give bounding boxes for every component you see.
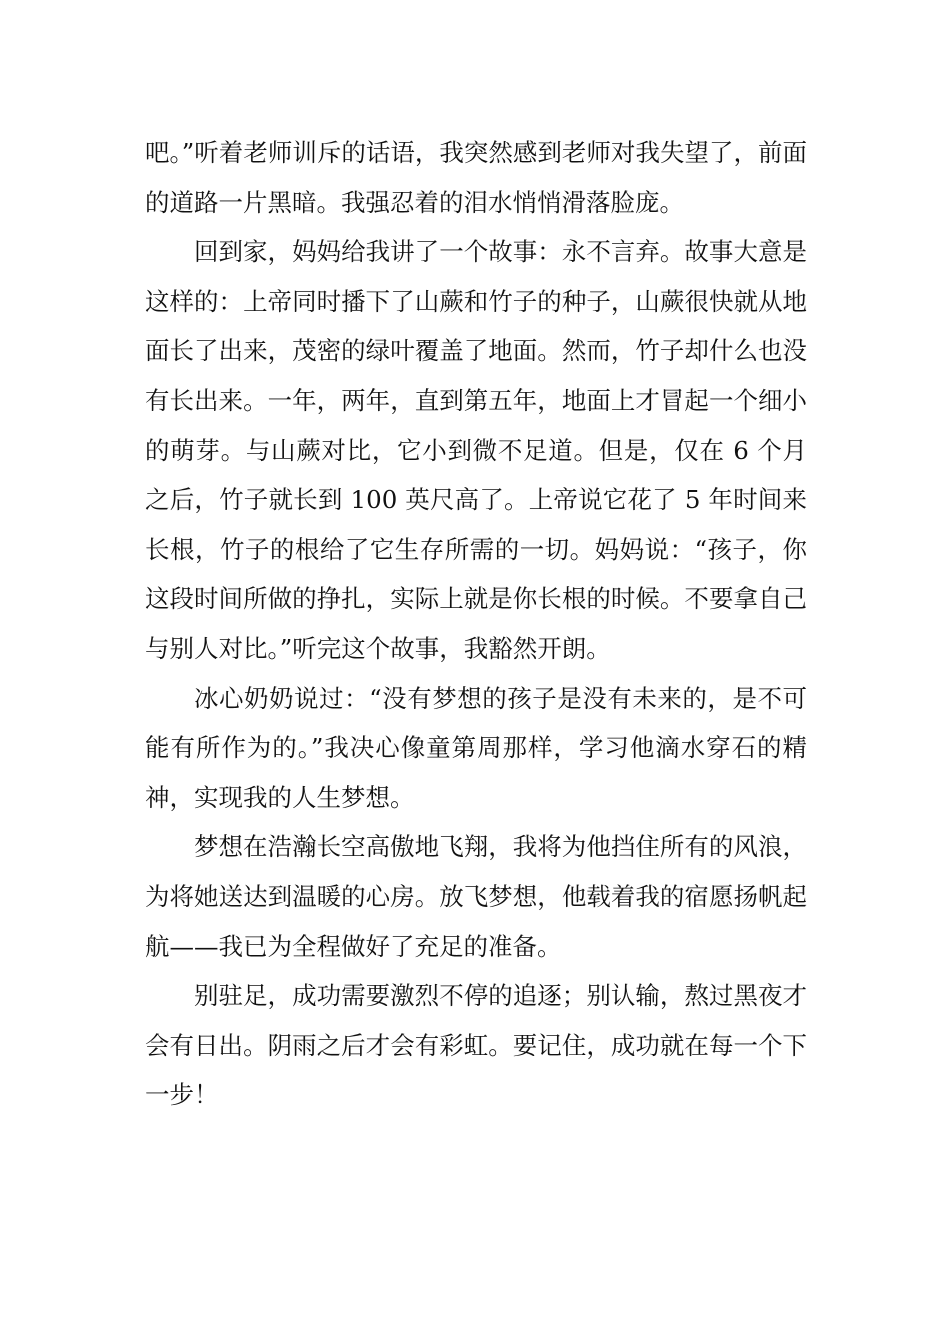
paragraph-3: 冰心奶奶说过：“没有梦想的孩子是没有未来的，是不可能有所作为的。”我决心像童第周那样，学习他滴水穿石的精神，实现我的人生梦想。 (145, 683, 807, 812)
paragraph-1: 吧。”听着老师训斥的话语，我突然感到老师对我失望了，前面的道路一片黑暗。我强忍着的泪水悄悄滑落脸庞。 (145, 138, 807, 217)
paragraph-4: 梦想在浩瀚长空高傲地飞翔，我将为他挡住所有的风浪，为将她送达到温暖的心房。放飞梦想，他载着我的宿愿扬帆起航——我已为全程做好了充足的准备。 (145, 832, 807, 961)
paragraph-2: 回到家，妈妈给我讲了一个故事：永不言弃。故事大意是这样的：上帝同时播下了山蕨和竹子的种子，山蕨很快就从地面长了出来，茂密的绿叶覆盖了地面。然而，竹子却什么也没有长出来。一年，两年，直到第五年，地面上才冒起一个细小的萌芽。与山蕨对比，它小到微不足道。但是，仅在 6 个月之后，竹子就长到 100 英尺高了。上帝说它花了 5 年时间来长根，竹子的根给了它生存所需的一切。妈妈说：“孩子，你这段时间所做的挣扎，实际上就是你长根的时候。不要拿自己与别人对比。”听完这个故事，我豁然开朗。 (145, 237, 807, 663)
document-body (145, 128, 807, 1120)
paragraph-5: 别驻足，成功需要激烈不停的追逐；别认输，熬过黑夜才会有日出。阴雨之后才会有彩虹。要记住，成功就在每一个下一步！ (145, 981, 807, 1110)
